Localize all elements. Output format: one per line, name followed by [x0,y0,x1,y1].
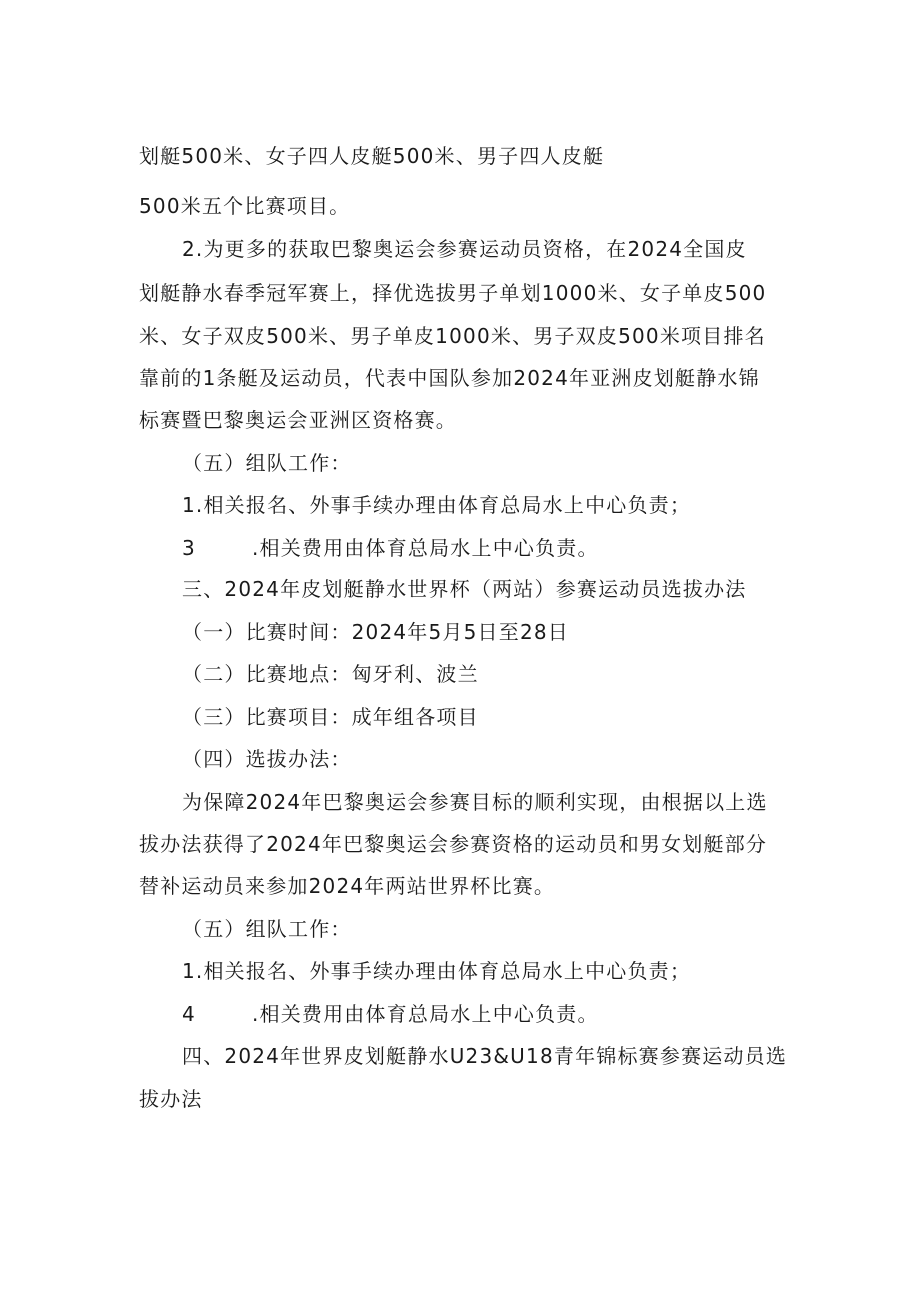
numbered-line [182,535,599,561]
text-line: 2.为更多的获取巴黎奥运会参赛运动员资格，在2024全国皮 [182,237,747,261]
text-line: 划艇静水春季冠军赛上，择优选拔男子单划1000米、女子单皮500 [139,281,767,305]
text-line: （一）比赛时间：2024年5月5日至28日 [182,620,569,644]
text-line: （二）比赛地点：匈牙利、波兰 [182,662,479,686]
text-line: 靠前的1条艇及运动员，代表中国队参加2024年亚洲皮划艇静水锦 [139,366,760,390]
item-text: .相关费用由体育总局水上中心负责。 [251,1002,599,1026]
text-line: 1.相关报名、外事手续办理由体育总局水上中心负责； [182,959,692,983]
text-line: 替补运动员来参加2024年两站世界杯比赛。 [139,874,556,898]
section-heading: 三、2024年皮划艇静水世界杯（两站）参赛运动员选拔办法 [182,577,747,601]
text-line: 米、女子双皮500米、男子单皮1000米、男子双皮500米项目排名 [139,324,766,348]
text-line: 拔办法 [139,1087,203,1111]
text-line: 为保障2024年巴黎奥运会参赛目标的顺利实现，由根据以上选 [182,790,768,814]
numbered-line [182,1001,599,1027]
item-number: 4 [182,1002,196,1026]
text-line: 拔办法获得了2024年巴黎奥运会参赛资格的运动员和男女划艇部分 [139,832,768,856]
item-number: 3 [182,536,196,560]
item-text: .相关费用由体育总局水上中心负责。 [251,536,599,560]
text-line: 1.相关报名、外事手续办理由体育总局水上中心负责； [182,493,692,517]
section-heading: （五）组队工作： [182,917,352,941]
text-line: 划艇500米、女子四人皮艇500米、男子四人皮艇 [139,144,605,168]
section-heading: 四、2024年世界皮划艇静水U23&U18青年锦标赛参赛运动员选 [182,1044,788,1068]
text-line: 500米五个比赛项目。 [139,194,351,218]
text-line: 标赛暨巴黎奥运会亚洲区资格赛。 [139,408,457,432]
section-heading: （五）组队工作： [182,451,352,475]
section-heading: （四）选拔办法： [182,747,352,771]
text-line: （三）比赛项目：成年组各项目 [182,705,479,729]
